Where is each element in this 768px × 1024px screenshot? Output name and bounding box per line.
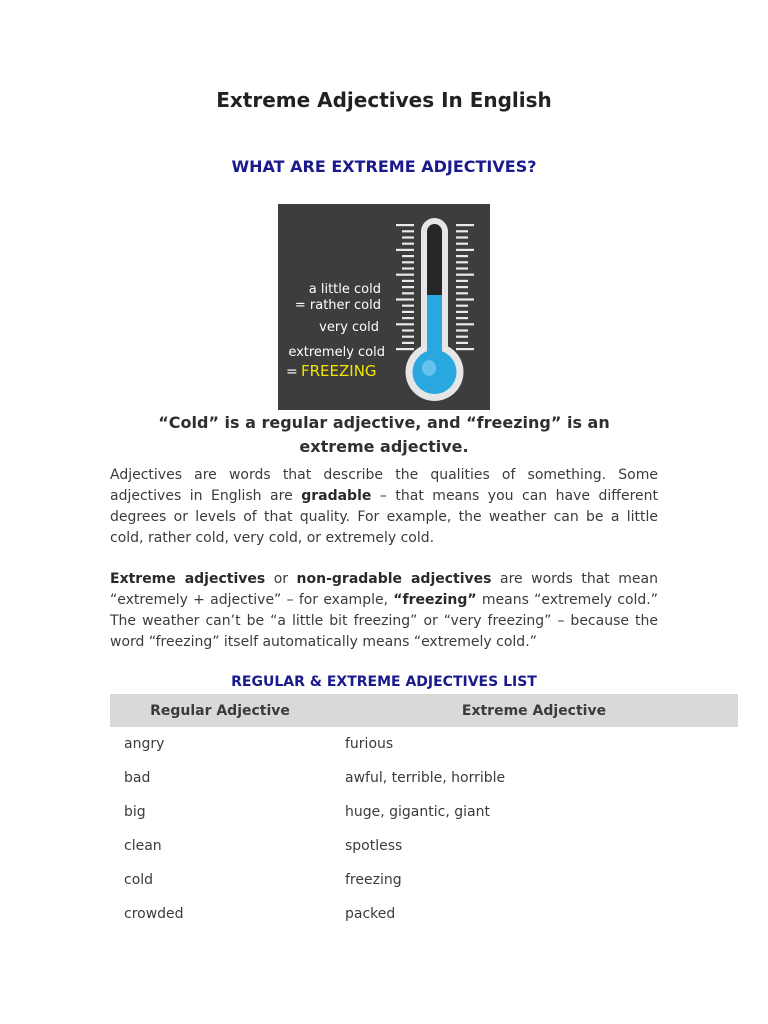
scale-tick — [456, 336, 468, 338]
scale-tick — [456, 329, 468, 331]
scale-tick — [402, 305, 414, 307]
regular-adjective-cell: crowded — [124, 906, 184, 922]
extreme-adjective-cell: furious — [345, 736, 394, 752]
header-regular-adjective: Regular Adjective — [110, 694, 330, 727]
section-heading: WHAT ARE EXTREME ADJECTIVES? — [231, 157, 537, 176]
scale-tick — [456, 342, 468, 344]
paragraph-text: or — [265, 571, 297, 587]
table-row — [110, 863, 738, 897]
extreme-adjective-cell: huge, gigantic, giant — [345, 804, 490, 820]
term-freezing: “freezing” — [393, 592, 477, 608]
scale-tick — [396, 348, 414, 350]
thermometer-scale-right — [456, 224, 474, 350]
header-extreme-adjective: Extreme Adjective — [330, 694, 738, 727]
scale-tick — [402, 329, 414, 331]
scale-tick — [402, 336, 414, 338]
page-title: Extreme Adjectives In English — [216, 88, 552, 112]
scale-tick — [402, 230, 414, 232]
scale-tick — [396, 323, 414, 325]
scale-tick — [402, 317, 414, 319]
label-rather-cold: = rather cold — [294, 298, 381, 313]
paragraph-text: means “extremely cold.” The weather can’t be “a little bit freezing” or “very freezing” – because the word “freezing” itself automatically means “extremely cold.” — [110, 592, 658, 650]
adjectives-table — [110, 694, 738, 931]
scale-tick — [456, 348, 474, 350]
label-freezing: FREEZING — [301, 362, 377, 380]
scale-tick — [456, 305, 468, 307]
scale-tick — [396, 274, 414, 276]
paragraph-text: are words that mean “extremely + adjective” – for example, — [110, 571, 658, 608]
scale-tick — [456, 249, 474, 251]
scale-tick — [456, 323, 474, 325]
scale-tick — [396, 298, 414, 300]
scale-tick — [456, 298, 474, 300]
table-row — [110, 795, 738, 829]
table-row — [110, 897, 738, 931]
table-row — [110, 761, 738, 795]
scale-tick — [456, 230, 468, 232]
bulb-highlight — [422, 360, 436, 376]
scale-tick — [456, 261, 468, 263]
scale-tick — [456, 317, 468, 319]
scale-tick — [456, 280, 468, 282]
regular-adjective-cell: angry — [124, 736, 165, 752]
scale-tick — [402, 267, 414, 269]
scale-tick — [402, 243, 414, 245]
term-gradable: gradable — [301, 488, 372, 504]
paragraph-text: Adjectives are words that describe the qualities of something. Some adjectives in English are — [110, 467, 658, 504]
term-non-gradable: non-gradable adjectives — [296, 571, 492, 587]
label-extremely-cold: extremely cold — [288, 345, 385, 360]
scale-tick — [402, 292, 414, 294]
scale-tick — [402, 311, 414, 313]
scale-tick — [456, 292, 468, 294]
label-very-cold: very cold — [319, 320, 379, 335]
scale-tick — [456, 243, 468, 245]
scale-tick — [396, 249, 414, 251]
scale-tick — [456, 311, 468, 313]
extreme-adjective-cell: spotless — [345, 838, 403, 854]
thermometer-graphic — [278, 204, 490, 410]
scale-tick — [402, 286, 414, 288]
scale-tick — [402, 280, 414, 282]
scale-tick — [456, 255, 468, 257]
scale-tick — [456, 224, 474, 226]
scale-tick — [402, 261, 414, 263]
extreme-adjective-cell: packed — [345, 906, 396, 922]
scale-tick — [402, 236, 414, 238]
extreme-adjective-cell: awful, terrible, horrible — [345, 770, 506, 786]
table-row — [110, 727, 738, 761]
scale-tick — [456, 274, 474, 276]
image-caption: “Cold” is a regular adjective, and “freezing” is an extreme adjective. — [158, 413, 610, 456]
paragraph-extreme — [110, 569, 658, 653]
label-a-little-cold: a little cold — [308, 282, 381, 297]
scale-tick — [456, 286, 468, 288]
scale-tick — [396, 224, 414, 226]
thermometer-scale-left — [396, 224, 414, 350]
table-header-row — [110, 694, 738, 727]
list-heading: REGULAR & EXTREME ADJECTIVES LIST — [231, 674, 537, 690]
scale-tick — [456, 267, 468, 269]
scale-tick — [402, 342, 414, 344]
regular-adjective-cell: clean — [124, 838, 162, 854]
regular-adjective-cell: bad — [124, 770, 151, 786]
scale-tick — [456, 236, 468, 238]
extreme-adjective-cell: freezing — [345, 872, 402, 888]
term-extreme-adjectives: Extreme adjectives — [110, 571, 266, 587]
paragraph-text: – that means you can have different degrees or levels of that quality. For example, the weather can be a little cold, rather cold, very cold, or extremely cold. — [110, 488, 658, 546]
scale-tick — [402, 255, 414, 257]
table-row — [110, 829, 738, 863]
paragraph-gradable — [110, 465, 658, 549]
thermometer-figure — [278, 204, 490, 410]
label-equals: = — [286, 364, 298, 380]
regular-adjective-cell: cold — [124, 872, 154, 888]
regular-adjective-cell: big — [124, 804, 146, 820]
